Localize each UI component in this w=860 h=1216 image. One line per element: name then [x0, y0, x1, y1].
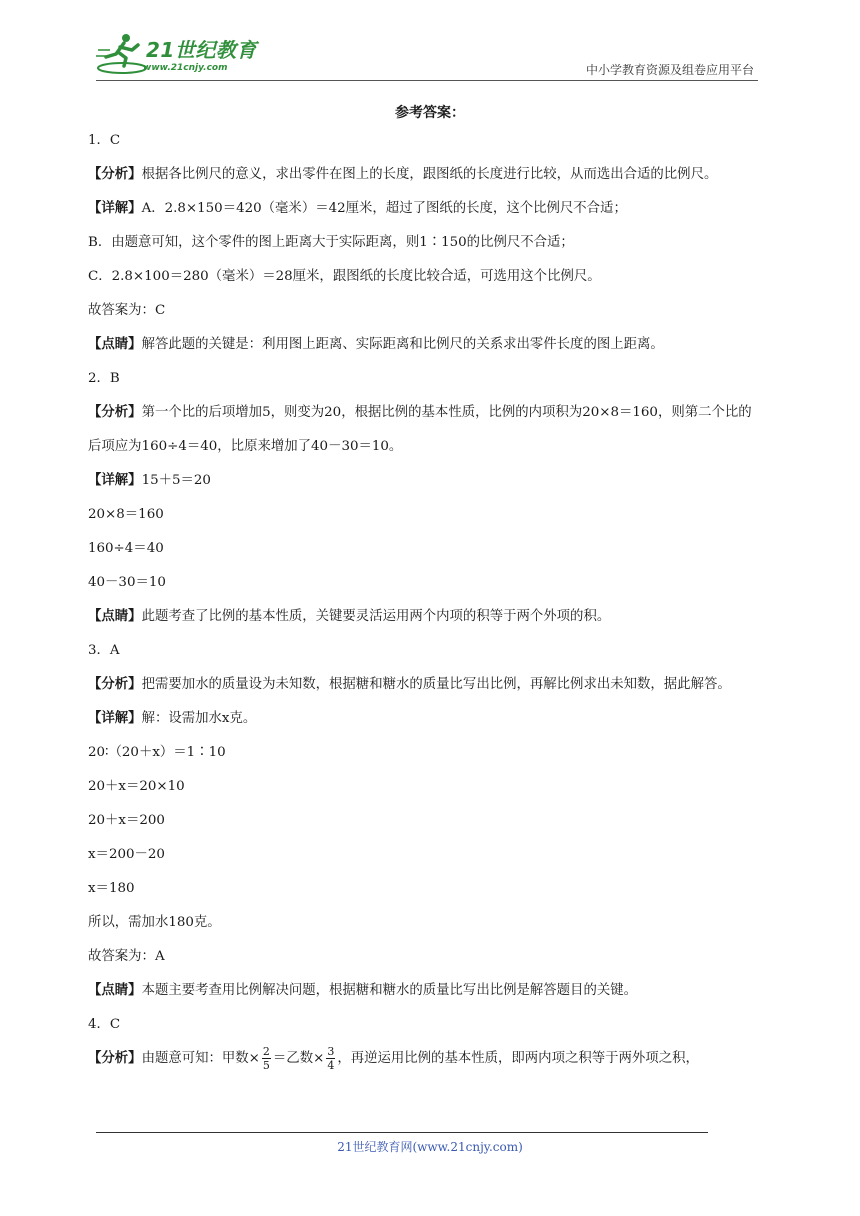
q3-answer: 3．A: [88, 643, 120, 658]
q3-detail: [88, 702, 764, 736]
q3-step: 20∶（20＋x）＝1∶10: [88, 745, 226, 760]
q2-step: 40－30＝10: [88, 575, 166, 590]
fraction-denominator: 5: [262, 1059, 270, 1072]
analysis-text: 由题意可知：甲数×: [141, 1051, 260, 1066]
q3-conclusion: 故答案为：A: [88, 949, 165, 964]
q1-detail-b: B．由题意可知，这个零件的图上距离大于实际距离，则1∶150的比例尺不合适；: [88, 235, 574, 250]
fraction-two-fifths: [262, 1045, 271, 1072]
comment-tag: 【点睛】: [88, 609, 142, 624]
q3-step: x＝180: [88, 881, 135, 896]
q3-analysis: [88, 668, 764, 702]
comment-tag: 【点睛】: [88, 983, 142, 998]
q4-answer: 4．C: [88, 1017, 121, 1032]
q3-step: 20＋x＝20×10: [88, 779, 185, 794]
answer-content: [88, 124, 764, 1076]
q2-answer: 2．B: [88, 371, 120, 386]
q2-step: 20×8＝160: [88, 507, 164, 522]
q3-result: 所以，需加水180克。: [88, 915, 221, 930]
logo: [96, 30, 276, 80]
q1-detail-a: [88, 192, 764, 226]
q4-analysis: [88, 1042, 764, 1076]
comment-text: 此题考查了比例的基本性质，关键要灵活运用两个内项的积等于两个外项的积。: [141, 609, 611, 624]
q1-detail-c: C．2.8×100＝280（毫米）＝28厘米，跟图纸的长度比较合适，可选用这个比例尺。: [88, 269, 601, 284]
logo-text: 21世纪教育: [146, 38, 257, 62]
page-title: 参考答案：: [395, 105, 465, 121]
analysis-tag: 【分析】: [88, 1051, 142, 1066]
q2-step: 160÷4＝40: [88, 541, 164, 556]
detail-tag: 【详解】: [88, 473, 142, 488]
q2-detail: [88, 464, 764, 498]
q3-comment: [88, 974, 764, 1008]
q3-step: 20＋x＝200: [88, 813, 165, 828]
page-footer: 21世纪教育网(www.21cnjy.com): [337, 1140, 523, 1154]
page-header: [96, 30, 758, 82]
analysis-text: 第一个比的后项增加5，则变为20，根据比例的基本性质，比例的内项积为20×8＝160，则第二个比的后项应为160÷4＝40，比原来增加了40－30＝10。: [88, 405, 752, 454]
detail-text: A．2.8×150＝420（毫米）＝42厘米，超过了图纸的长度，这个比例尺不合适；: [141, 201, 627, 216]
analysis-tag: 【分析】: [88, 167, 142, 182]
q2-comment: [88, 600, 764, 634]
comment-text: 解答此题的关键是：利用图上距离、实际距离和比例尺的关系求出零件长度的图上距离。: [141, 337, 664, 352]
comment-text: 本题主要考查用比例解决问题，根据糖和糖水的质量比写出比例是解答题目的关键。: [141, 983, 638, 998]
runner-logo-icon: [96, 30, 148, 76]
fraction-denominator: 4: [327, 1059, 335, 1072]
analysis-text: ＝乙数×: [272, 1051, 325, 1066]
q1-analysis: [88, 158, 764, 192]
fraction-numerator: 2: [262, 1045, 270, 1058]
q1-answer: 1．C: [88, 133, 121, 148]
analysis-text: ，再逆运用比例的基本性质，即两内项之积等于两外项之积，: [337, 1051, 699, 1066]
analysis-text: 把需要加水的质量设为未知数，根据糖和糖水的质量比写出比例，再解比例求出未知数，据此解答。: [141, 677, 731, 692]
analysis-text: 根据各比例尺的意义，求出零件在图上的长度，跟图纸的长度进行比较，从而选出合适的比例尺。: [141, 167, 718, 182]
analysis-tag: 【分析】: [88, 405, 142, 420]
q3-step: x＝200－20: [88, 847, 165, 862]
logo-url: www.21cnjy.com: [143, 63, 228, 73]
q1-comment: [88, 328, 764, 362]
platform-name: 中小学教育资源及组卷应用平台: [585, 63, 754, 77]
fraction-three-quarters: [326, 1045, 335, 1072]
header-divider: [96, 80, 758, 81]
detail-tag: 【详解】: [88, 711, 142, 726]
comment-tag: 【点睛】: [88, 337, 142, 352]
detail-text: 解：设需加水x克。: [141, 711, 257, 726]
fraction-numerator: 3: [327, 1045, 335, 1058]
analysis-tag: 【分析】: [88, 677, 142, 692]
q1-conclusion: 故答案为：C: [88, 303, 166, 318]
q2-analysis: [88, 396, 764, 464]
detail-tag: 【详解】: [88, 201, 142, 216]
footer-divider: [96, 1132, 708, 1133]
step-text: 15＋5＝20: [141, 473, 211, 488]
